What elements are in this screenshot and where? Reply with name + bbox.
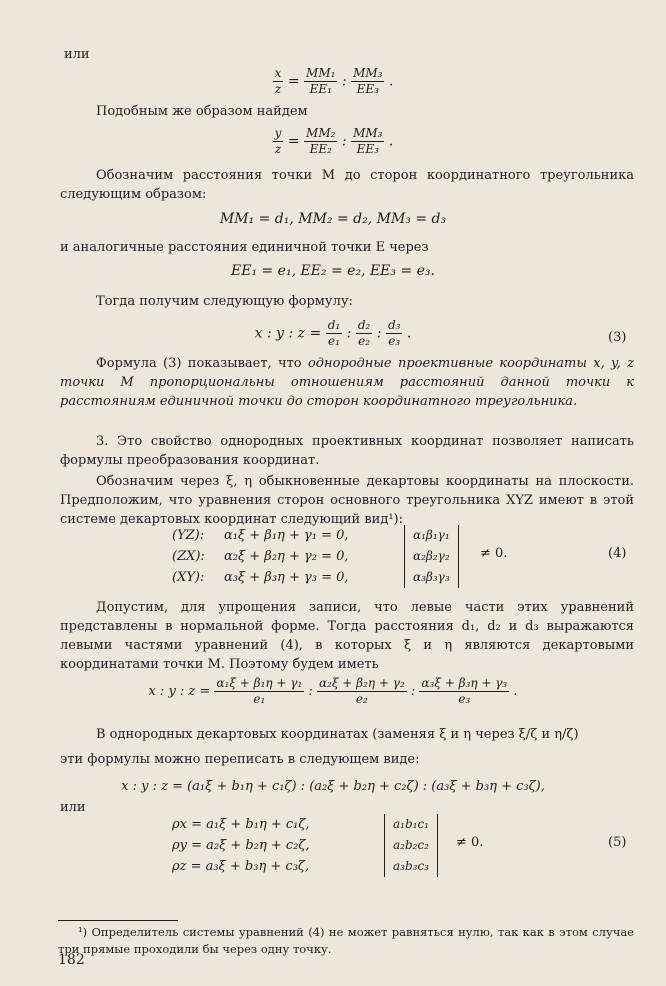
footnote: ¹) Определитель системы уравнений (4) не может равняться нулю, так как в этом случае три прямые проходили бы через одну точку.: [58, 925, 634, 956]
formula-3-paragraph: Формула (3) показывает, что однородные проективные координаты x, y, z точки M пропорциональны отношениям расстояний данной точки к расстояниям единичной точки до сторон координатного треугольника.: [60, 356, 634, 409]
homogeneous-text: В однородных декартовых координатах (заменяя ξ и η через ξ/ζ и η/ζ): [96, 727, 579, 742]
equation-unit-distances: EE₁ = e₁, EE₂ = e₂, EE₃ = e₃.: [231, 263, 435, 279]
section-3-paragraph: 3. Это свойство однородных проективных координат позволяет написать формулы преобразования координат.: [60, 434, 634, 468]
system-5-row: ρz = a₃ξ + b₃η + c₃ζ,: [172, 859, 310, 874]
page-number: 182: [58, 952, 85, 968]
footnote-rule: [58, 920, 178, 921]
determinant-4-relation: ≠ 0.: [480, 546, 508, 561]
system-4-row: (ZX): α₂ξ + β₂η + γ₂ = 0,: [172, 549, 349, 564]
unit-point-text: и аналогичные расстояния единичной точки E через: [60, 240, 429, 255]
equation-number-3: (3): [608, 330, 627, 345]
system-4: [172, 525, 349, 588]
assume-paragraph: Допустим, для упрощения записи, что левые части этих уравнений представлены в нормальной форме. Тогда расстояния d₁, d₂ и d₃ выражаются левыми частями уравнений (4), в которых ξ и η являются декартовыми координатами точки M. Поэтому будем иметь: [60, 600, 634, 672]
equation-homogeneous: x : y : z = (a₁ξ + b₁η + c₁ζ) : (a₂ξ + b₂η + c₂ζ) : (a₃ξ + b₃η + c₃ζ),: [121, 779, 545, 794]
system-5: [172, 814, 310, 877]
system-5-row: ρx = a₁ξ + b₁η + c₁ζ,: [172, 817, 310, 832]
word-or-2: или: [60, 800, 86, 815]
system-4-row: (YZ): α₁ξ + β₁η + γ₁ = 0,: [172, 528, 349, 543]
rewrite-text: эти формулы можно переписать в следующем виде:: [60, 752, 420, 767]
equation-3: x : y : z = $\frac{\text{d₁}}{\text{e₁}}$ : $\frac{\text{d₂}}{\text{e₂}}$ : $\frac{\text{d₃}}{\text{e₃}}$ .: [254, 318, 412, 348]
equation-long: x : y : z = $\frac{\text{α₁ξ + β₁η + γ₁}}{\text{e₁}}$ : $\frac{\text{α₂ξ + β₂η + γ₂}}{\text{e₂}}$ : $\frac{\text{α₃ξ + β₃η + γ₃}}{\text{e₃}}$ .: [148, 676, 518, 706]
equation-y-over-z: $\frac{y}{z}$ = $\frac{\text{MM₂}}{\text{EE₂}}$ : $\frac{\text{MM₃}}{\text{EE₃}}$ .: [274, 126, 394, 156]
system-5-row: ρy = a₂ξ + b₂η + c₂ζ,: [172, 838, 310, 853]
system-4-row: (XY): α₃ξ + β₃η + γ₃ = 0,: [172, 570, 349, 585]
equation-x-over-z: $\frac{x}{z}$ = $\frac{\text{MM₁}}{\text{EE₁}}$ : $\frac{\text{MM₃}}{\text{EE₃}}$ .: [274, 66, 394, 96]
determinant-5: a₁b₁c₁ a₂b₂c₂ a₃b₃c₃: [384, 814, 438, 877]
word-or: или: [64, 47, 90, 62]
denote-paragraph: Обозначим расстояния точки M до сторон координатного треугольника следующим образом:: [60, 168, 634, 202]
equation-number-4: (4): [608, 546, 627, 561]
then-text: Тогда получим следующую формулу:: [96, 294, 353, 309]
equation-distances: MM₁ = d₁, MM₂ = d₂, MM₃ = d₃: [219, 211, 447, 227]
determinant-5-relation: ≠ 0.: [456, 835, 484, 850]
similarly-text: Подобным же образом найдем: [96, 104, 308, 119]
determinant-4: α₁β₁γ₁ α₂β₂γ₂ α₃β₃γ₃: [404, 525, 459, 588]
denote-cartesian-paragraph: Обозначим через ξ, η обыкновенные декартовы координаты на плоскости. Предположим, что уравнения сторон основного треугольника XYZ имеют в этой системе декартовых координат следующий вид¹):: [60, 474, 634, 527]
equation-number-5: (5): [608, 835, 627, 850]
